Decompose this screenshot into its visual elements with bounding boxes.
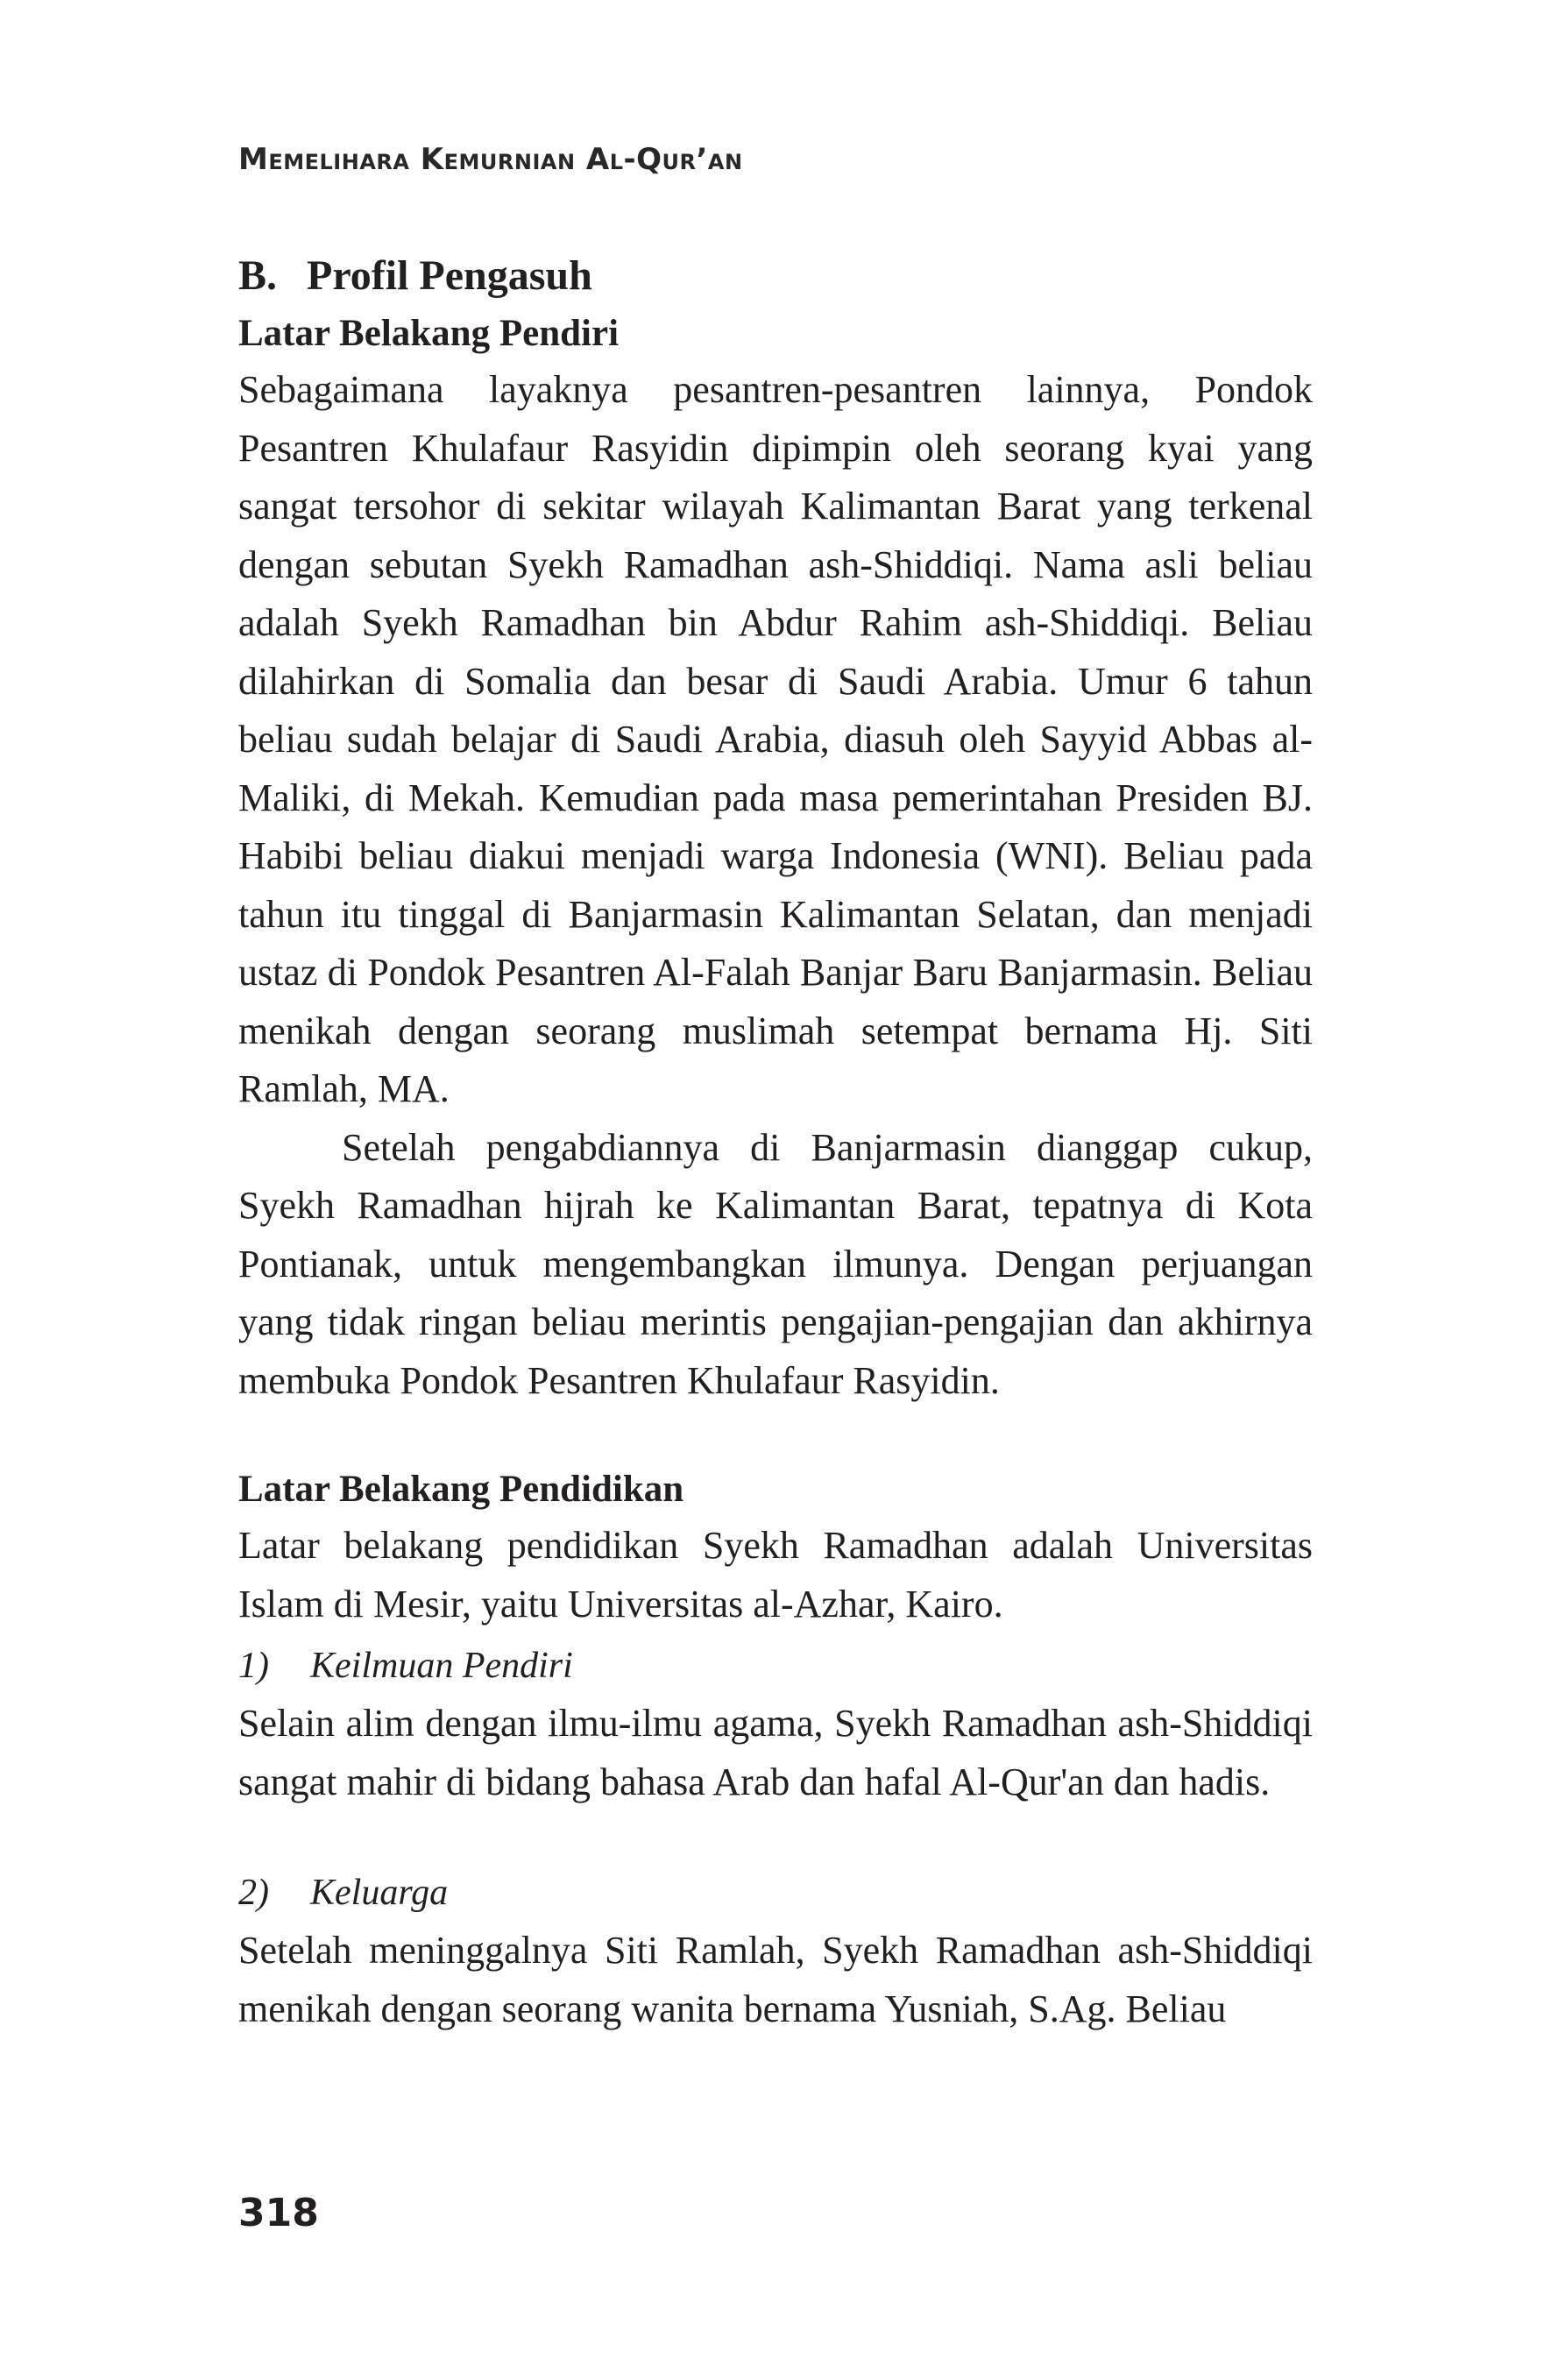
- founder-paragraph-2: Setelah pengabdiannya di Banjarmasin dianggap cukup, Syekh Ramadhan hijrah ke Kalimantan Barat, tepatnya di Kota Pontianak, untuk mengembangkan ilmunya. Dengan perjuangan yang tidak ringan beliau merintis pengajian-pengajian dan akhirnya membuka Pondok Pesantren Khulafaur Rasyidin.: [238, 1125, 1313, 1402]
- founder-background-heading: Latar Belakang Pendiri: [238, 313, 620, 354]
- section-title-text: Profil Pengasuh: [307, 252, 592, 299]
- section-title: [238, 245, 1313, 307]
- page-number: 318: [238, 2191, 319, 2235]
- item-1-paragraph: Selain alim dengan ilmu-ilmu agama, Syekh Ramadhan ash-Shiddiqi sangat mahir di bidang bahasa Arab dan hafal Al-Qur'an dan hadis.: [238, 1702, 1313, 1803]
- education-paragraph: Latar belakang pendidikan Syekh Ramadhan adalah Universitas Islam di Mesir, yaitu Universitas al-Azhar, Kairo.: [238, 1524, 1313, 1626]
- item-2-title: [238, 1864, 1313, 1922]
- item-2-paragraph: Setelah meninggalnya Siti Ramlah, Syekh Ramadhan ash-Shiddiqi menikah dengan seorang wanita bernama Yusniah, S.Ag. Beliau: [238, 1929, 1313, 2030]
- item-2-number: 2): [238, 1873, 269, 1913]
- item-1-number: 1): [238, 1646, 269, 1686]
- page-content: [238, 245, 1313, 2038]
- item-1-title-text: Keilmuan Pendiri: [310, 1646, 573, 1686]
- founder-paragraph-1: Sebagaimana layaknya pesantren-pesantren lainnya, Pondok Pesantren Khulafaur Rasyidin dipimpin oleh seorang kyai yang sangat tersohor di sekitar wilayah Kalimantan Barat yang terkenal dengan sebutan Syekh Ramadhan ash-Shiddiqi. Nama asli beliau adalah Syekh Ramadhan bin Abdur Rahim ash-Shiddiqi. Beliau dilahirkan di Somalia dan besar di Saudi Arabia. Umur 6 tahun beliau sudah belajar di Saudi Arabia, diasuh oleh Sayyid Abbas al-Maliki, di Mekah. Kemudian pada masa pemerintahan Presiden BJ. Habibi beliau diakui menjadi warga Indonesia (WNI). Beliau pada tahun itu tinggal di Banjarmasin Kalimantan Selatan, dan menjadi ustaz di Pondok Pesantren Al-Falah Banjar Baru Banjarmasin. Beliau menikah dengan seorang muslimah setempat bernama Hj. Siti Ramlah, MA.: [238, 368, 1313, 1110]
- section-number: B.: [238, 252, 278, 299]
- running-header: Memelihara Kemurnian Al-Qur’an: [238, 142, 743, 177]
- item-2-title-text: Keluarga: [310, 1873, 449, 1913]
- item-1-title: [238, 1637, 1313, 1695]
- education-background-heading: Latar Belakang Pendidikan: [238, 1469, 684, 1510]
